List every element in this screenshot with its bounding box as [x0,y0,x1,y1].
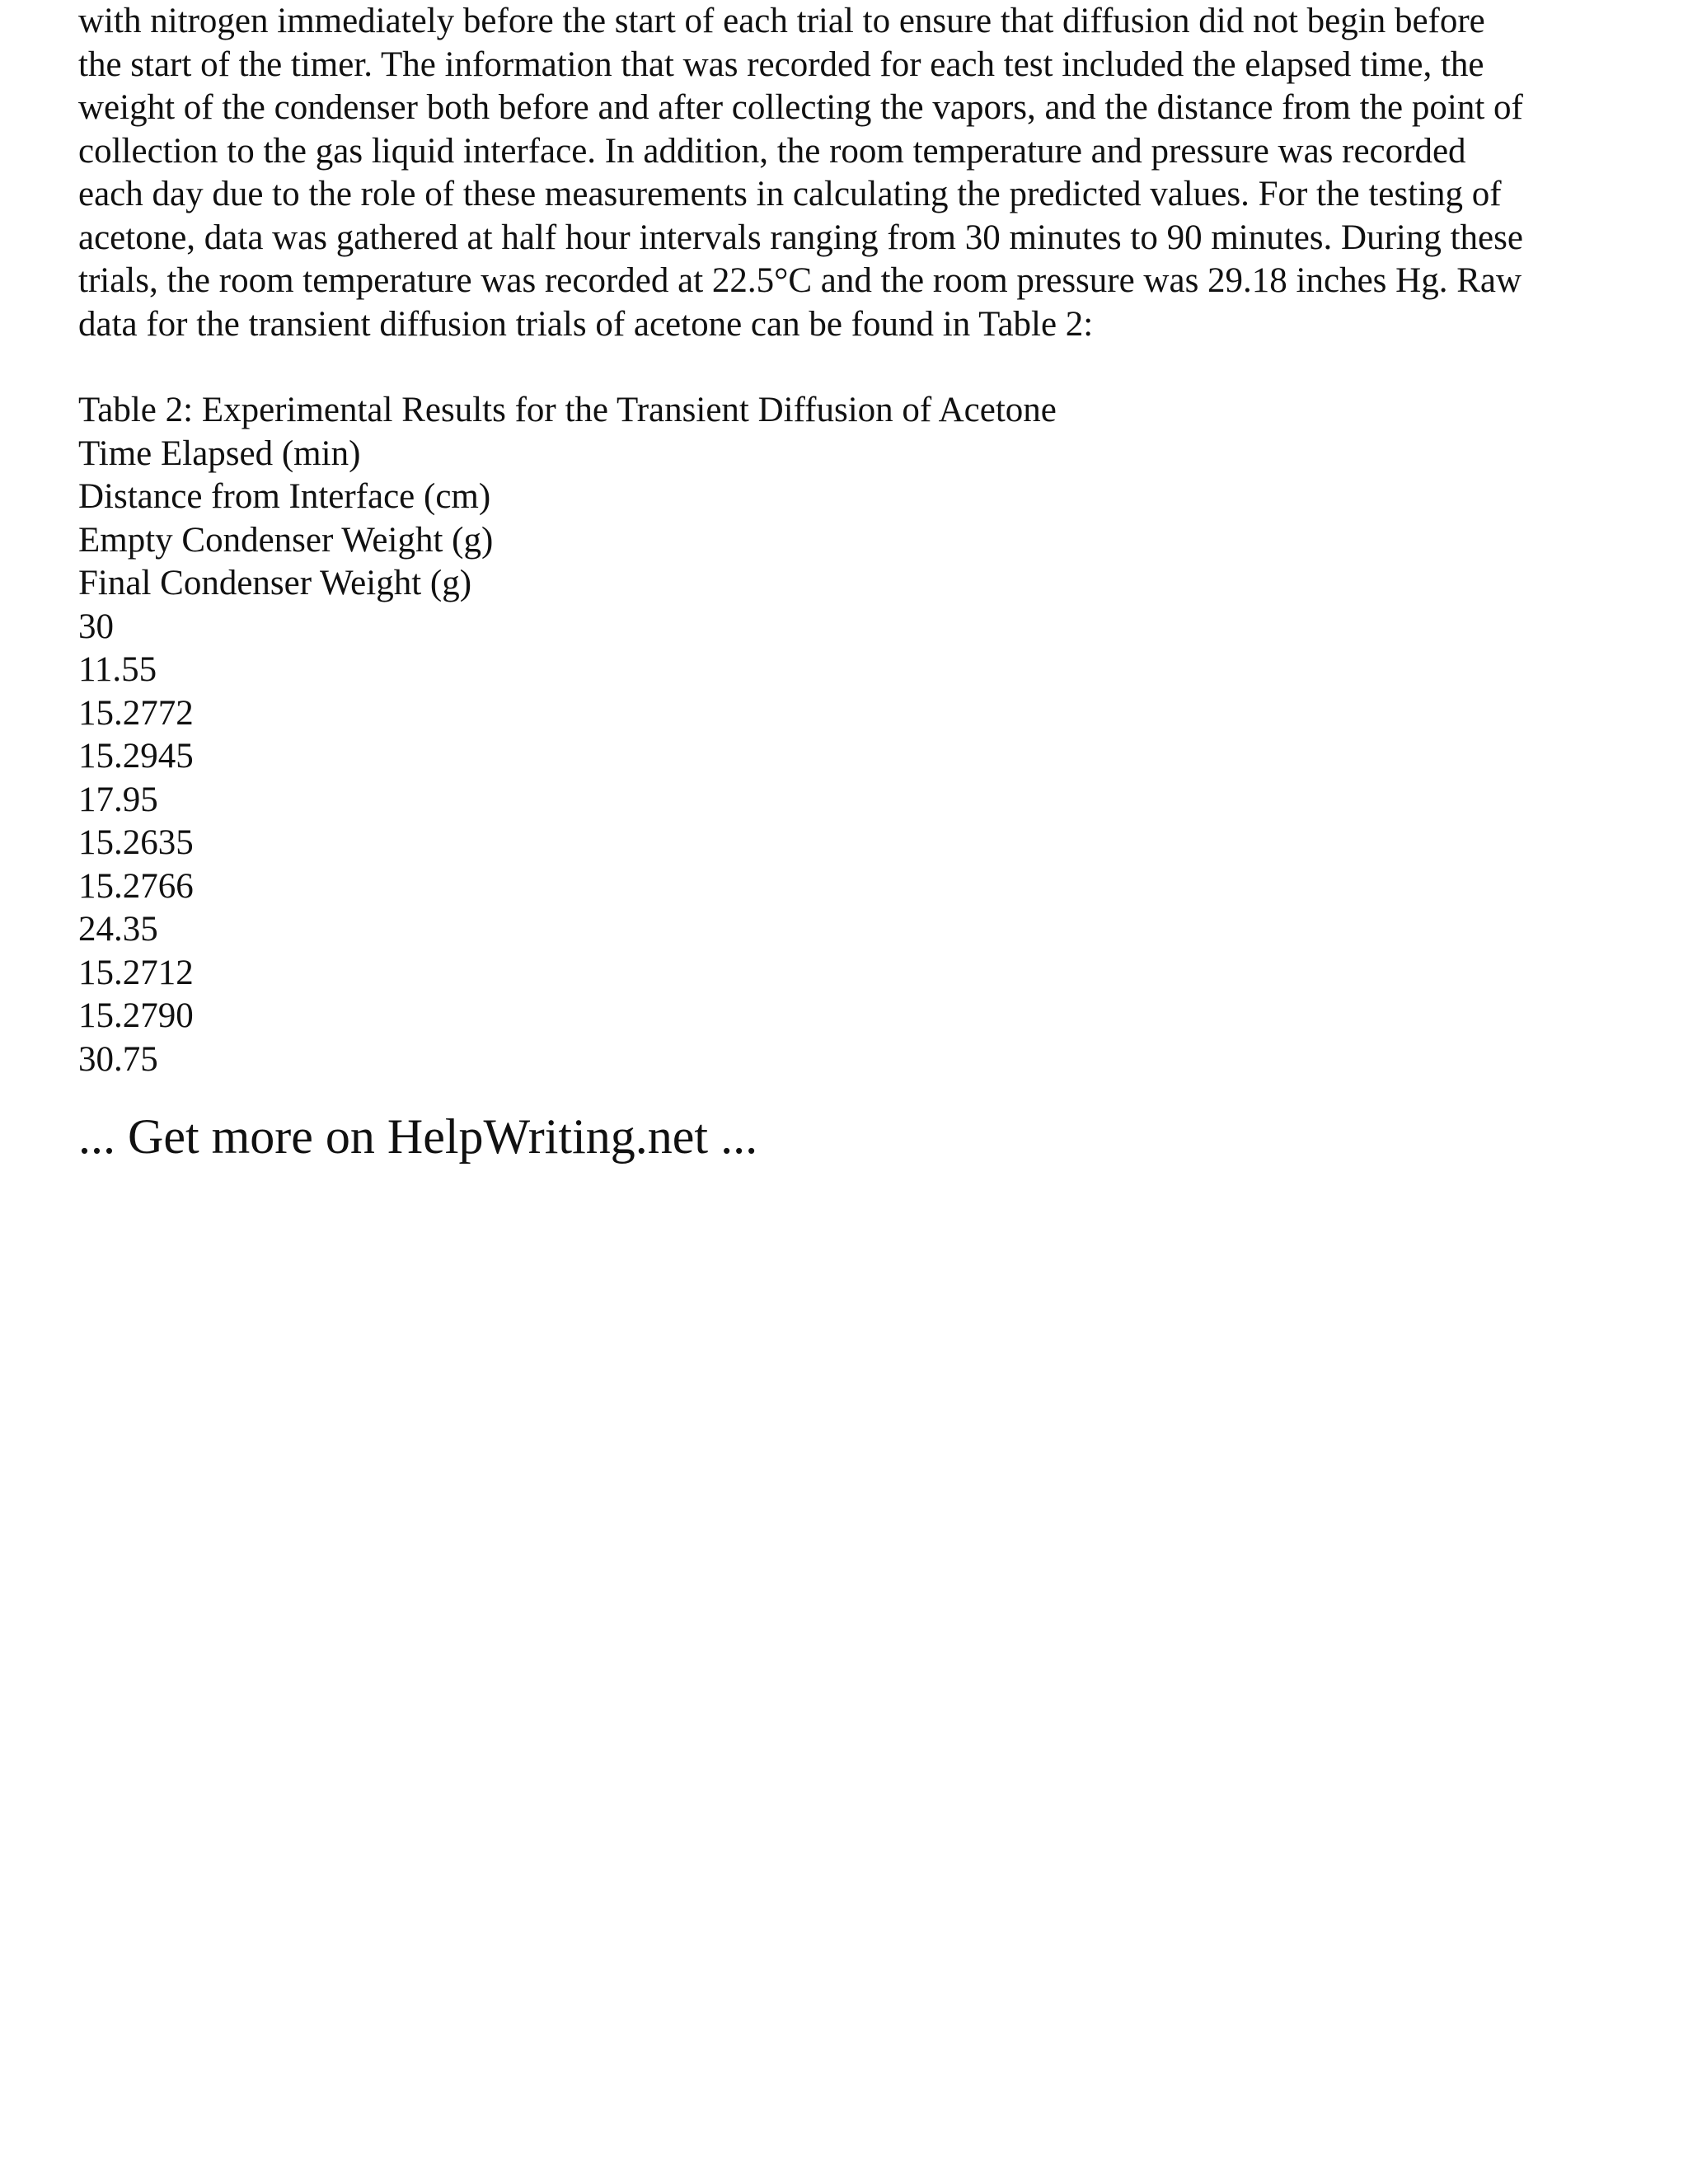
table-header: Distance from Interface (cm) [78,477,491,516]
table-cell: 24.35 [78,910,158,949]
table-cell: 15.2635 [78,823,194,862]
table-cell: 15.2712 [78,953,194,992]
table-cell: 15.2772 [78,693,194,733]
spacer [78,346,1628,389]
document-page [78,0,1628,1165]
paragraph-line: the start of the timer. The information that was recorded for each test included the elapsed time, the [78,45,1484,84]
paragraph-line: collection to the gas liquid interface. In addition, the room temperature and pressure was recorded [78,131,1466,171]
table-cell: 30.75 [78,1039,158,1079]
table-cell: 15.2790 [78,996,194,1035]
table-header: Time Elapsed (min) [78,434,361,473]
paragraph-line: with nitrogen immediately before the start of each trial to ensure that diffusion did not begin before [78,2,1485,40]
paragraph-line: each day due to the role of these measurements in calculating the predicted values. For the testing of [78,175,1502,213]
paragraph-line: weight of the condenser both before and after collecting the vapors, and the distance from the point of [78,88,1523,127]
paragraph-line: trials, the room temperature was recorded at 22.5°C and the room pressure was 29.18 inches Hg. Raw [78,261,1522,300]
table-cell: 17.95 [78,780,158,819]
table-cell: 15.2945 [78,737,194,776]
data-table [78,389,1628,1081]
paragraph-line: acetone, data was gathered at half hour intervals ranging from 30 minutes to 90 minutes. During these [78,218,1523,257]
get-more-link[interactable]: ... Get more on HelpWriting.net ... [78,1109,758,1164]
table-caption: Table 2: Experimental Results for the Transient Diffusion of Acetone [78,391,1057,429]
table-cell: 30 [78,607,114,646]
table-cell: 11.55 [78,650,157,689]
body-paragraph [78,0,1628,346]
table-header: Final Condenser Weight (g) [78,564,472,602]
paragraph-line: data for the transient diffusion trials of acetone can be found in Table 2: [78,304,1094,344]
table-cell: 15.2766 [78,866,194,906]
table-header: Empty Condenser Weight (g) [78,520,494,560]
